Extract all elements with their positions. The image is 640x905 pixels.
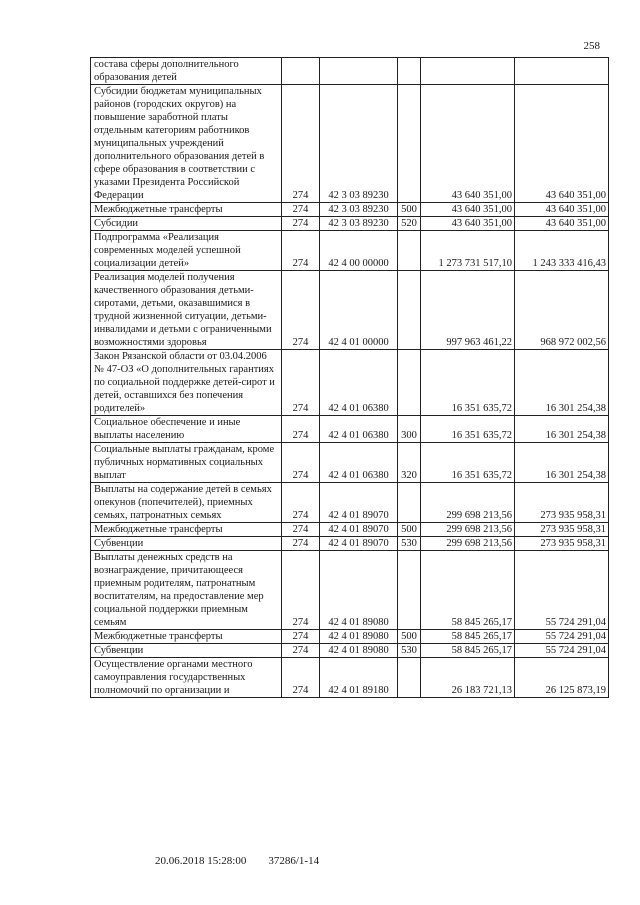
cell-name: Социальное обеспечение и иные выплаты населению — [91, 416, 282, 443]
cell-target-article: 42 4 01 89080 — [320, 630, 398, 644]
footer-datetime: 20.06.2018 15:28:00 — [155, 855, 247, 867]
cell-amount-year-1: 299 698 213,56 — [421, 523, 515, 537]
cell-amount-year-2: 273 935 958,31 — [515, 537, 609, 551]
cell-amount-year-1: 43 640 351,00 — [421, 203, 515, 217]
cell-ministry-code: 274 — [282, 443, 320, 483]
cell-target-article: 42 3 03 89230 — [320, 85, 398, 203]
cell-name: Закон Рязанской области от 03.04.2006 № 47-ОЗ «О дополнительных гарантиях по социальной поддержке детей-сирот и детей, оставшихся без попечения родителей» — [91, 350, 282, 416]
cell-target-article: 42 4 01 89180 — [320, 658, 398, 698]
table-row — [91, 443, 609, 483]
budget-table — [90, 57, 609, 698]
cell-ministry-code: 274 — [282, 537, 320, 551]
cell-amount-year-2: 55 724 291,04 — [515, 551, 609, 630]
cell-amount-year-2: 16 301 254,38 — [515, 443, 609, 483]
table-row — [91, 644, 609, 658]
table-row — [91, 217, 609, 231]
cell-name: Выплаты денежных средств на вознаграждение, причитающееся приемным родителям, патронатным воспитателям, на предоставление мер социальной поддержки приемным семьям — [91, 551, 282, 630]
cell-expense-type: 320 — [398, 443, 421, 483]
cell-amount-year-2: 1 243 333 416,43 — [515, 231, 609, 271]
cell-target-article: 42 4 01 00000 — [320, 271, 398, 350]
table-row — [91, 350, 609, 416]
cell-target-article: 42 3 03 89230 — [320, 203, 398, 217]
table-row — [91, 85, 609, 203]
cell-amount-year-1: 58 845 265,17 — [421, 630, 515, 644]
table-row — [91, 203, 609, 217]
cell-amount-year-2: 16 301 254,38 — [515, 350, 609, 416]
footer-stamp — [155, 855, 319, 867]
cell-expense-type: 530 — [398, 537, 421, 551]
cell-target-article: 42 4 01 89070 — [320, 523, 398, 537]
cell-amount-year-1: 58 845 265,17 — [421, 644, 515, 658]
cell-amount-year-2: 273 935 958,31 — [515, 483, 609, 523]
cell-name: Субвенции — [91, 644, 282, 658]
cell-amount-year-2: 43 640 351,00 — [515, 217, 609, 231]
cell-expense-type: 500 — [398, 203, 421, 217]
table-row — [91, 231, 609, 271]
cell-amount-year-2: 968 972 002,56 — [515, 271, 609, 350]
cell-ministry-code: 274 — [282, 85, 320, 203]
footer-code: 37286/1-14 — [268, 855, 320, 867]
cell-name: Межбюджетные трансферты — [91, 523, 282, 537]
cell-expense-type: 300 — [398, 416, 421, 443]
cell-amount-year-2: 55 724 291,04 — [515, 630, 609, 644]
cell-name: состава сферы дополнительного образования детей — [91, 58, 282, 85]
cell-ministry-code: 274 — [282, 630, 320, 644]
cell-name: Реализация моделей получения качественного образования детьми-сиротами, детьми, оказавшимися в трудной жизненной ситуации, детьми-инвалидами и детьми с ограниченными возможностями здоровья — [91, 271, 282, 350]
cell-name: Межбюджетные трансферты — [91, 203, 282, 217]
cell-target-article: 42 4 01 89070 — [320, 483, 398, 523]
cell-amount-year-2: 43 640 351,00 — [515, 85, 609, 203]
table-row — [91, 630, 609, 644]
cell-ministry-code: 274 — [282, 523, 320, 537]
table-body — [91, 58, 609, 698]
cell-amount-year-2 — [515, 58, 609, 85]
cell-expense-type — [398, 551, 421, 630]
page-number: 258 — [583, 40, 600, 52]
cell-amount-year-2: 43 640 351,00 — [515, 203, 609, 217]
cell-expense-type — [398, 231, 421, 271]
cell-ministry-code: 274 — [282, 271, 320, 350]
cell-ministry-code: 274 — [282, 658, 320, 698]
cell-amount-year-1: 43 640 351,00 — [421, 85, 515, 203]
cell-expense-type — [398, 658, 421, 698]
cell-target-article: 42 4 01 89070 — [320, 537, 398, 551]
table-row — [91, 58, 609, 85]
table-row — [91, 537, 609, 551]
cell-target-article: 42 3 03 89230 — [320, 217, 398, 231]
cell-target-article: 42 4 00 00000 — [320, 231, 398, 271]
cell-name: Выплаты на содержание детей в семьях опекунов (попечителей), приемных семьях, патронатных семьях — [91, 483, 282, 523]
cell-expense-type: 520 — [398, 217, 421, 231]
cell-amount-year-1: 43 640 351,00 — [421, 217, 515, 231]
cell-ministry-code: 274 — [282, 203, 320, 217]
cell-amount-year-1: 299 698 213,56 — [421, 537, 515, 551]
table-row — [91, 416, 609, 443]
cell-expense-type — [398, 85, 421, 203]
cell-amount-year-1: 58 845 265,17 — [421, 551, 515, 630]
cell-ministry-code: 274 — [282, 217, 320, 231]
cell-amount-year-2: 273 935 958,31 — [515, 523, 609, 537]
cell-amount-year-2: 55 724 291,04 — [515, 644, 609, 658]
cell-expense-type — [398, 483, 421, 523]
cell-target-article: 42 4 01 06380 — [320, 416, 398, 443]
cell-amount-year-2: 16 301 254,38 — [515, 416, 609, 443]
cell-expense-type — [398, 58, 421, 85]
cell-name: Субсидии бюджетам муниципальных районов (городских округов) на повышение заработной платы отдельным категориям работников муниципальных учреждений дополнительного образования детей в сфере образования в соответствии с указами Президента Российской Федерации — [91, 85, 282, 203]
cell-ministry-code: 274 — [282, 551, 320, 630]
cell-amount-year-1: 997 963 461,22 — [421, 271, 515, 350]
cell-ministry-code: 274 — [282, 644, 320, 658]
cell-target-article: 42 4 01 06380 — [320, 350, 398, 416]
cell-amount-year-1: 26 183 721,13 — [421, 658, 515, 698]
table-row — [91, 483, 609, 523]
cell-ministry-code: 274 — [282, 231, 320, 271]
cell-ministry-code: 274 — [282, 483, 320, 523]
cell-amount-year-1: 16 351 635,72 — [421, 416, 515, 443]
cell-name: Субвенции — [91, 537, 282, 551]
cell-name: Субсидии — [91, 217, 282, 231]
cell-amount-year-1: 1 273 731 517,10 — [421, 231, 515, 271]
cell-amount-year-1: 299 698 213,56 — [421, 483, 515, 523]
cell-amount-year-2: 26 125 873,19 — [515, 658, 609, 698]
cell-expense-type: 500 — [398, 630, 421, 644]
cell-name: Подпрограмма «Реализация современных моделей успешной социализации детей» — [91, 231, 282, 271]
cell-amount-year-1 — [421, 58, 515, 85]
cell-name: Межбюджетные трансферты — [91, 630, 282, 644]
cell-target-article — [320, 58, 398, 85]
cell-expense-type: 500 — [398, 523, 421, 537]
cell-expense-type — [398, 350, 421, 416]
table-row — [91, 523, 609, 537]
cell-amount-year-1: 16 351 635,72 — [421, 350, 515, 416]
cell-expense-type: 530 — [398, 644, 421, 658]
cell-ministry-code: 274 — [282, 350, 320, 416]
table-row — [91, 551, 609, 630]
cell-name: Осуществление органами местного самоуправления государственных полномочий по организации и — [91, 658, 282, 698]
cell-amount-year-1: 16 351 635,72 — [421, 443, 515, 483]
table-row — [91, 658, 609, 698]
cell-target-article: 42 4 01 89080 — [320, 551, 398, 630]
cell-target-article: 42 4 01 06380 — [320, 443, 398, 483]
cell-target-article: 42 4 01 89080 — [320, 644, 398, 658]
cell-ministry-code: 274 — [282, 416, 320, 443]
cell-ministry-code — [282, 58, 320, 85]
cell-expense-type — [398, 271, 421, 350]
cell-name: Социальные выплаты гражданам, кроме публичных нормативных социальных выплат — [91, 443, 282, 483]
table-row — [91, 271, 609, 350]
